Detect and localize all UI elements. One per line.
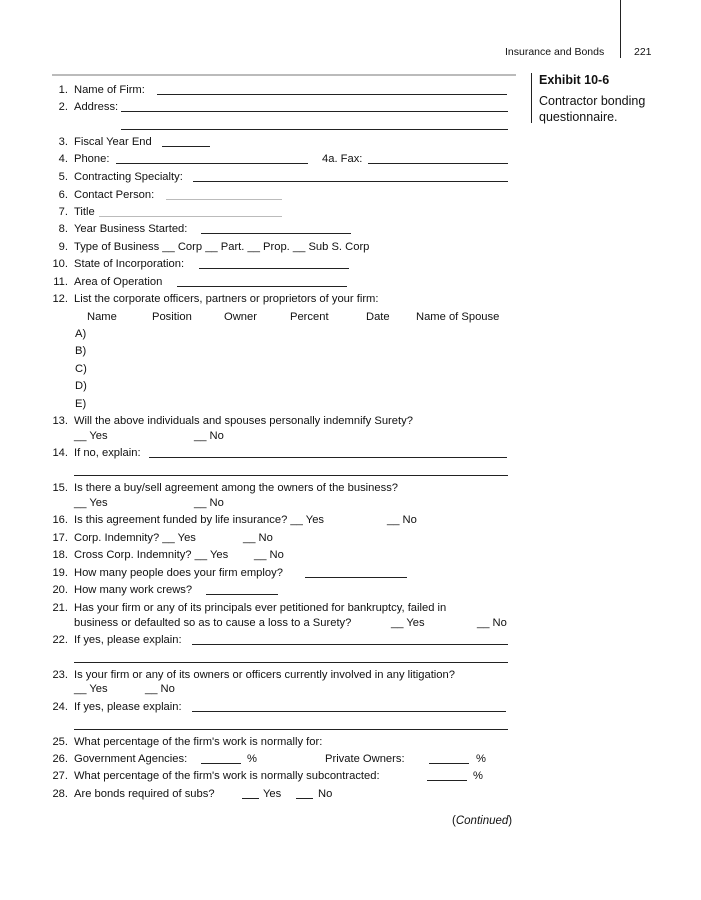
q21-line1: Has your firm or any of its principals ever petitioned for bankruptcy, failed in <box>74 602 447 614</box>
q4a-label: 4a. Fax: <box>322 153 363 165</box>
running-title: Insurance and Bonds <box>505 46 605 58</box>
q4-phone-line[interactable] <box>116 163 308 164</box>
q24-answer-line-2[interactable] <box>74 729 508 730</box>
q12-col-spouse: Name of Spouse <box>416 311 500 323</box>
q7-label: Title <box>74 206 95 218</box>
q27-number: 27. <box>52 770 68 782</box>
q14-number: 14. <box>52 447 68 459</box>
q11-number: 11. <box>53 276 68 288</box>
q17-label[interactable]: Corp. Indemnity? __ Yes <box>74 532 196 544</box>
q20-number: 20. <box>52 584 68 596</box>
q11-answer-line[interactable] <box>177 286 347 287</box>
q1-answer-line[interactable] <box>157 94 507 95</box>
q19-label: How many people does your firm employ? <box>74 567 283 579</box>
q26-pct1: % <box>247 753 257 765</box>
q2-label: Address: <box>74 101 119 113</box>
q11-label: Area of Operation <box>74 276 163 288</box>
q12-row-a[interactable]: A) <box>75 328 87 340</box>
q12-row-d[interactable]: D) <box>75 380 87 392</box>
q15-number: 15. <box>52 482 68 494</box>
q28-no-line[interactable] <box>296 798 313 799</box>
q8-number: 8. <box>58 223 68 235</box>
q23-no[interactable]: __ No <box>145 683 175 695</box>
q3-number: 3. <box>58 136 68 148</box>
q9-number: 9. <box>58 241 68 253</box>
q12-col-name: Name <box>87 311 117 323</box>
q12-col-owner: Owner <box>224 311 257 323</box>
exhibit-caption-line2: questionnaire. <box>539 110 618 124</box>
q4a-fax-line[interactable] <box>368 163 508 164</box>
q7-number: 7. <box>58 206 68 218</box>
q3-label: Fiscal Year End <box>74 136 152 148</box>
exhibit-rule <box>531 73 532 123</box>
q20-label: How many work crews? <box>74 584 193 596</box>
q22-number: 22. <box>52 634 68 646</box>
q24-number: 24. <box>52 701 68 713</box>
q12-row-b[interactable]: B) <box>75 345 87 357</box>
q27-label: What percentage of the firm's work is normally subcontracted: <box>74 770 380 782</box>
q26-private-label: Private Owners: <box>325 753 405 765</box>
q5-number: 5. <box>58 171 68 183</box>
q26-gov-line[interactable] <box>201 763 241 764</box>
q10-number: 10. <box>52 258 68 270</box>
page-number: 221 <box>634 46 652 58</box>
q17-no[interactable]: __ No <box>243 532 273 544</box>
q21-yes[interactable]: __ Yes <box>391 617 425 629</box>
q13-no[interactable]: __ No <box>194 430 224 442</box>
q20-answer-line[interactable] <box>206 594 278 595</box>
q16-label[interactable]: Is this agreement funded by life insurance? __ Yes <box>74 514 325 526</box>
q26-label: Government Agencies: <box>74 753 188 765</box>
q13-yes[interactable]: __ Yes <box>74 430 108 442</box>
q2-number: 2. <box>58 101 68 113</box>
q6-number: 6. <box>58 189 68 201</box>
q26-private-line[interactable] <box>429 763 469 764</box>
q4-label: Phone: <box>74 153 110 165</box>
q14-answer-line-2[interactable] <box>74 475 508 476</box>
q12-number: 12. <box>52 293 68 305</box>
q28-yes-line[interactable] <box>242 798 259 799</box>
q23-label: Is your firm or any of its owners or officers currently involved in any litigation? <box>74 669 455 681</box>
form-top-rule <box>52 74 516 76</box>
q27-pct: % <box>473 770 483 782</box>
q5-answer-line[interactable] <box>193 181 508 182</box>
q28-yes[interactable]: Yes <box>263 788 282 800</box>
q21-number: 21. <box>52 602 68 614</box>
q13-label: Will the above individuals and spouses personally indemnify Surety? <box>74 415 413 427</box>
q17-number: 17. <box>52 532 68 544</box>
q26-number: 26. <box>52 753 68 765</box>
q18-no[interactable]: __ No <box>254 549 284 561</box>
q23-number: 23. <box>52 669 68 681</box>
q24-answer-line[interactable] <box>192 711 506 712</box>
q23-yes[interactable]: __ Yes <box>74 683 108 695</box>
q15-label: Is there a buy/sell agreement among the owners of the business? <box>74 482 399 494</box>
q19-answer-line[interactable] <box>305 577 407 578</box>
continued-close-paren: ) <box>508 815 513 827</box>
exhibit-caption-line1: Contractor bonding <box>539 94 646 108</box>
continued-note <box>452 815 512 827</box>
q27-answer-line[interactable] <box>427 780 467 781</box>
q25-label: What percentage of the firm's work is normally for: <box>74 736 323 748</box>
q22-label: If yes, please explain: <box>74 634 182 646</box>
q21-no[interactable]: __ No <box>477 617 507 629</box>
q7-answer-line[interactable] <box>99 216 282 217</box>
q18-number: 18. <box>52 549 68 561</box>
q5-label: Contracting Specialty: <box>74 171 183 183</box>
header-vertical-rule <box>620 0 621 58</box>
q15-yes[interactable]: __ Yes <box>74 497 108 509</box>
q25-number: 25. <box>52 736 68 748</box>
q12-col-position: Position <box>152 311 192 323</box>
q1-number: 1. <box>58 84 68 96</box>
q12-row-e[interactable]: E) <box>75 398 87 410</box>
q14-label: If no, explain: <box>74 447 141 459</box>
q15-no[interactable]: __ No <box>194 497 224 509</box>
q26-pct2: % <box>476 753 486 765</box>
q12-row-c[interactable]: C) <box>75 363 87 375</box>
q8-answer-line[interactable] <box>201 233 351 234</box>
continued-text: Continued <box>455 815 509 827</box>
q9-label[interactable]: Type of Business __ Corp __ Part. __ Prop. __ Sub S. Corp <box>74 241 370 253</box>
q12-label: List the corporate officers, partners or proprietors of your firm: <box>74 293 379 305</box>
q28-number: 28. <box>52 788 68 800</box>
q28-no[interactable]: No <box>318 788 333 800</box>
q28-label: Are bonds required of subs? <box>74 788 215 800</box>
q6-answer-line[interactable] <box>166 199 282 200</box>
q14-answer-line[interactable] <box>149 457 507 458</box>
q8-label: Year Business Started: <box>74 223 188 235</box>
q22-answer-line[interactable] <box>192 644 508 645</box>
q12-col-percent: Percent <box>290 311 329 323</box>
q10-answer-line[interactable] <box>199 268 349 269</box>
q10-label: State of Incorporation: <box>74 258 185 270</box>
exhibit-title: Exhibit 10-6 <box>539 73 610 87</box>
q16-number: 16. <box>52 514 68 526</box>
q3-answer-line[interactable] <box>162 146 210 147</box>
q4-number: 4. <box>58 153 68 165</box>
q6-label: Contact Person: <box>74 189 155 201</box>
q24-label: If yes, please explain: <box>74 701 182 713</box>
q2-answer-line-2[interactable] <box>121 129 508 130</box>
q19-number: 19. <box>52 567 68 579</box>
q18-label[interactable]: Cross Corp. Indemnity? __ Yes <box>74 549 229 561</box>
q22-answer-line-2[interactable] <box>74 662 508 663</box>
q2-answer-line[interactable] <box>121 111 508 112</box>
q21-line2: business or defaulted so as to cause a loss to a Surety? <box>74 617 352 629</box>
q1-label: Name of Firm: <box>74 84 145 96</box>
q13-number: 13. <box>52 415 68 427</box>
q12-col-date: Date <box>366 311 390 323</box>
continued-open-paren: ( <box>452 815 456 827</box>
q16-no[interactable]: __ No <box>387 514 417 526</box>
